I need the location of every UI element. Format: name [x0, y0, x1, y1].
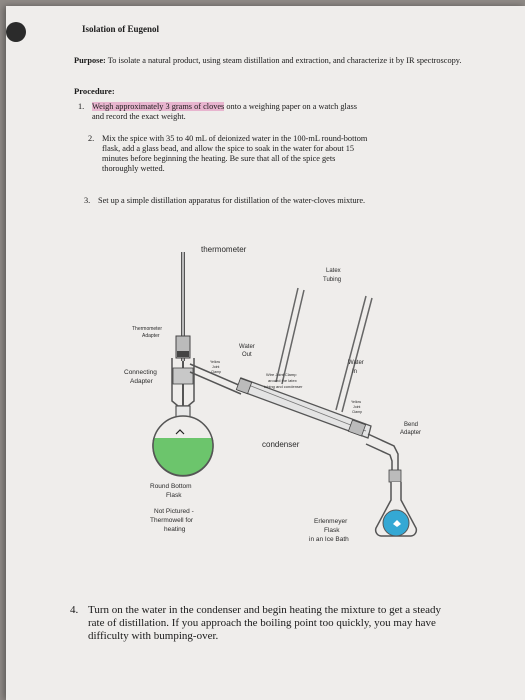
- distillation-apparatus-diagram: [6, 6, 525, 700]
- label-erlenmeyer-flask: Flask: [324, 527, 340, 534]
- label-not-pictured: heating: [164, 526, 186, 533]
- label-wire-joint-clamp: around the latex: [268, 378, 297, 383]
- bend-adapter-joint: [389, 470, 401, 482]
- bend-adapter-drawing: [366, 444, 392, 476]
- label-latex-tubing: Tubing: [323, 277, 342, 283]
- label-connecting-adapter: Adapter: [130, 378, 153, 385]
- highlighted-text: Weigh approximately 3 grams of cloves: [92, 102, 225, 111]
- label-connecting-adapter: Connecting: [124, 369, 157, 376]
- label-yellow-joint-clamp-2: Clamp: [352, 410, 363, 414]
- label-not-pictured: Thermowell for: [150, 517, 193, 524]
- label-yellow-joint-clamp: Yellow: [210, 360, 220, 364]
- adapter-band: [177, 351, 189, 357]
- label-erlenmeyer-flask: Erlenmeyer: [314, 518, 348, 525]
- step-number: 3.: [84, 196, 91, 205]
- label-erlenmeyer-flask: in an Ice Bath: [309, 536, 349, 543]
- step-text: and record the exact weight.: [92, 112, 186, 121]
- procedure-heading: Procedure:: [74, 86, 115, 96]
- label-yellow-joint-clamp-2: Yellow: [351, 400, 361, 404]
- label-thermometer: thermometer: [201, 245, 247, 254]
- step-number: 2.: [88, 134, 95, 143]
- label-bend-adapter: Adapter: [400, 430, 422, 436]
- latex-tubing-out: [282, 290, 304, 384]
- connecting-adapter-joint: [173, 368, 193, 384]
- step-text: onto a weighing paper on a watch glass: [224, 102, 357, 111]
- step-text: Turn on the water in the condenser and begin heating the mixture to get a steady: [88, 604, 442, 616]
- label-water-out: Out: [242, 352, 252, 358]
- label-yellow-joint-clamp: Joint: [212, 365, 220, 369]
- step-text: difficulty with bumping-over.: [88, 630, 219, 642]
- step-text: Set up a simple distillation apparatus for distillation of the water-cloves mixture.: [98, 196, 366, 205]
- latex-tubing-out: [276, 288, 298, 382]
- step-text: Mix the spice with 35 to 40 mL of deionized water in the 100-mL round-bottom: [102, 134, 368, 143]
- step-number: 1.: [78, 102, 85, 111]
- purpose-text: To isolate a natural product, using steam distillation and extraction, and characterize it by IR spectroscopy.: [107, 56, 462, 65]
- step-text: rate of distillation. If you approach the boiling point too quickly, you may have: [88, 617, 436, 629]
- label-yellow-joint-clamp: Clamp: [211, 370, 222, 374]
- erlenmeyer-flask-drawing: [376, 482, 417, 536]
- step-text: minutes before beginning the heating. Be sure that all of the spice gets: [102, 154, 336, 163]
- label-bend-adapter: Bend: [404, 422, 419, 428]
- label-latex-tubing: Latex: [326, 268, 341, 274]
- latex-tubing-in: [342, 298, 372, 412]
- label-round-bottom-flask: Flask: [166, 492, 182, 499]
- document-title: Isolation of Eugenol: [82, 24, 160, 34]
- step-text: flask, add a glass bead, and allow the spice to soak in the water for about 15: [102, 144, 355, 153]
- label-yellow-joint-clamp-2: Joint: [353, 405, 361, 409]
- latex-tubing-in: [336, 296, 366, 410]
- step-text: thoroughly wetted.: [102, 164, 165, 173]
- label-wire-joint-clamp: Wire Joint Clamp: [266, 372, 297, 377]
- label-wire-joint-clamp: tubing and condenser: [264, 384, 303, 389]
- purpose-label: Purpose:: [74, 56, 106, 65]
- label-round-bottom-flask: Round Bottom: [150, 483, 192, 490]
- condenser-drawing: [236, 378, 371, 438]
- label-thermometer-adapter: Adapter: [142, 333, 160, 339]
- label-water-in: Water: [348, 360, 364, 366]
- label-condenser: condenser: [262, 440, 300, 449]
- label-water-in: In: [352, 369, 358, 375]
- step-number: 4.: [70, 604, 79, 616]
- round-bottom-flask-drawing: [153, 406, 213, 476]
- label-water-out: Water: [239, 344, 255, 350]
- label-not-pictured: Not Pictured -: [154, 508, 194, 515]
- worksheet-page: [6, 6, 525, 700]
- label-thermometer-adapter: Thermometer: [132, 326, 163, 332]
